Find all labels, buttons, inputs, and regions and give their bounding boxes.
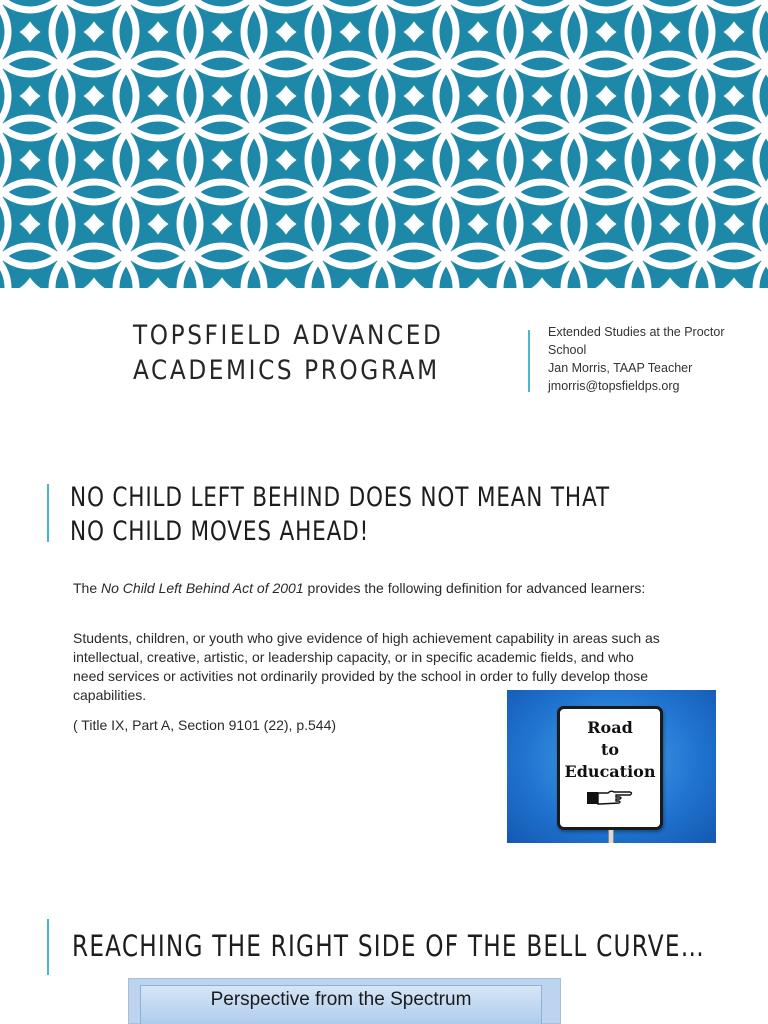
sign-text-to: to [600, 740, 620, 759]
accent-divider [528, 330, 530, 392]
intro-prefix: The [73, 580, 102, 596]
spectrum-label: Perspective from the Spectrum [140, 985, 542, 1024]
spectrum-graphic [128, 978, 561, 1024]
act-name: No Child Left Behind Act of 2001 [101, 580, 304, 596]
subtitle-block [548, 323, 748, 395]
subtitle-email: jmorris@topsfieldps.org [548, 379, 680, 393]
interlocking-circles-pattern [0, 0, 768, 288]
bell-curve-heading: REACHING THE RIGHT SIDE OF THE BELL CURVE… [72, 929, 706, 963]
road-sign [557, 706, 663, 830]
pointing-hand-icon [586, 787, 634, 807]
subtitle-program: Extended Studies at the Proctor [548, 325, 725, 339]
subtitle-program-cont: School [548, 343, 587, 357]
intro-suffix: provides the following definition for advanced learners: [303, 580, 646, 596]
nclb-heading-line-2: NO CHILD MOVES AHEAD! [70, 516, 370, 547]
main-title-line-2: ACADEMICS PROGRAM [133, 355, 440, 386]
main-title-line-1: TOPSFIELD ADVANCED [133, 320, 444, 351]
sign-pole [608, 830, 614, 843]
definition-intro [73, 579, 673, 598]
nclb-heading-line-1: NO CHILD LEFT BEHIND DOES NOT MEAN THAT [70, 482, 610, 513]
sign-text-education: Education [564, 762, 656, 781]
subtitle-teacher: Jan Morris, TAAP Teacher [548, 361, 693, 375]
sign-text-road: Road [587, 718, 633, 737]
definition-quote: Students, children, or youth who give evidence of high achievement capability in areas such as intellectual, creative, artistic, or leadership capacity, or in specific academic fields, and who need services or activities not ordinarily provided by the school in order to fully develop those capabilities. [73, 630, 660, 703]
decorative-pattern-banner [0, 0, 768, 288]
road-to-education-image [507, 690, 716, 843]
citation: ( Title IX, Part A, Section 9101 (22), p.544) [73, 717, 337, 733]
title-block [133, 318, 493, 388]
accent-divider [47, 484, 49, 542]
nclb-heading [70, 481, 610, 549]
accent-divider [47, 919, 49, 975]
